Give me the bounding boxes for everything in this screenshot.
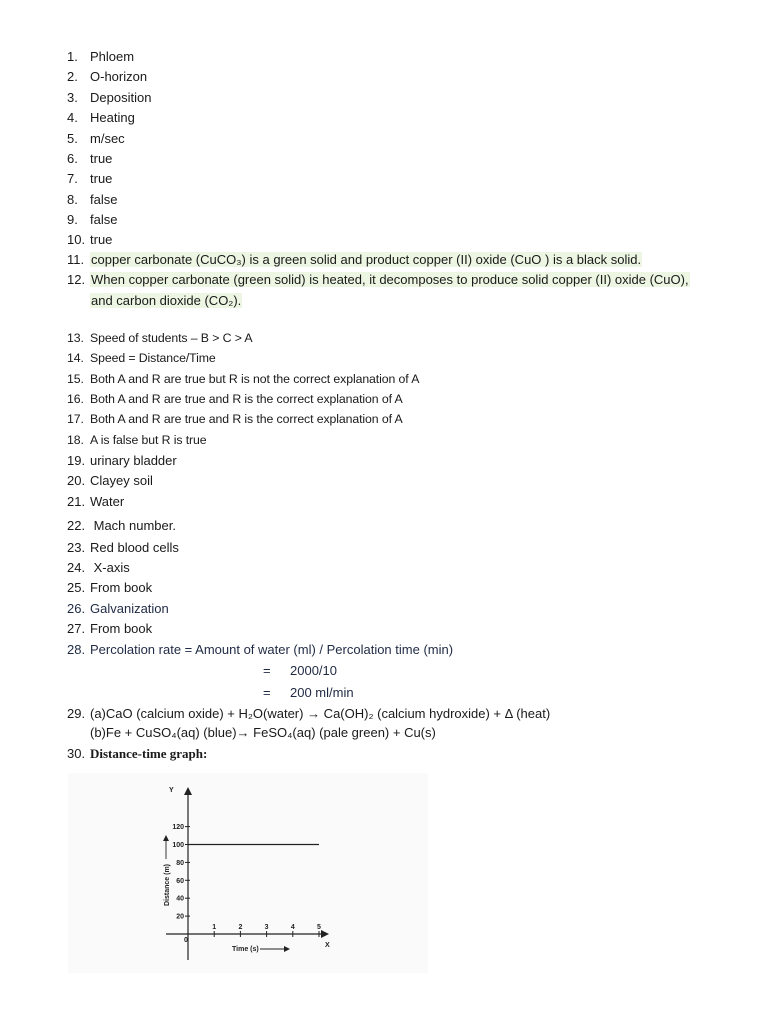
x-tick-label: 1 xyxy=(212,924,217,931)
answer-30: 30. Distance-time graph: xyxy=(67,746,208,761)
answer-24: 24. X-axis xyxy=(67,560,130,575)
answer-17: 17. Both A and R are true and R is the correct explanation of A xyxy=(67,412,403,426)
x-tick-label: 5 xyxy=(317,924,321,931)
y-tick-label: 120 xyxy=(172,824,184,832)
x-tick-label: 0 xyxy=(184,937,188,944)
y-axis-label: Distance (m) xyxy=(164,863,171,906)
answer-18: 18. A is false but R is true xyxy=(67,433,207,447)
answer-7: 7. true xyxy=(67,171,113,186)
answer-4: 4. Heating xyxy=(67,110,135,125)
answer-28: 28. Percolation rate = Amount of water (ml) / Percolation time (min) xyxy=(67,642,454,657)
equals-sign: = xyxy=(263,685,271,700)
answer-1: 1. Phloem xyxy=(67,49,135,64)
answer-27: 27. From book xyxy=(67,621,153,636)
answer-15: 15. Both A and R are true but R is not the correct explanation of A xyxy=(67,372,420,386)
graph-svg xyxy=(68,773,428,973)
x-label-arrow-head xyxy=(284,946,290,952)
answer-9: 9. false xyxy=(67,212,118,227)
answer-29: 29. (a)CaO (calcium oxide) + H₂O(water) → Ca(OH)₂ (calcium hydroxide) + Δ (heat) xyxy=(67,706,551,721)
answer-12-continued: and carbon dioxide (CO₂). xyxy=(91,293,242,308)
distance-time-graph xyxy=(68,773,428,973)
y-axis-letter: Y xyxy=(169,787,174,794)
answer-20: 20. Clayey soil xyxy=(67,473,153,488)
answer-26: 26. Galvanization xyxy=(67,601,169,616)
x-tick-label: 2 xyxy=(238,924,243,931)
y-tick-label: 100 xyxy=(172,842,184,849)
answer-10: 10. true xyxy=(67,232,113,247)
answer-13: 13. Speed of students – B > C > A xyxy=(67,331,253,345)
answer-28-step: 2000/10 xyxy=(290,663,337,678)
x-axis-label: Time (s) xyxy=(232,946,259,953)
answer-29-part-b: (b)Fe + CuSO₄(aq) (blue)→ FeSO₄(aq) (pale green) + Cu(s) xyxy=(90,725,436,740)
answer-2: 2. O-horizon xyxy=(67,69,148,84)
answer-19: 19. urinary bladder xyxy=(67,453,177,468)
x-tick-label: 3 xyxy=(264,924,269,931)
answer-28-result: 200 ml/min xyxy=(290,685,354,700)
y-tick-label: 40 xyxy=(176,895,184,903)
answer-6: 6. true xyxy=(67,151,113,166)
answer-11: 11. copper carbonate (CuCO₃) is a green solid and product copper (II) oxide (CuO ) is a black solid. xyxy=(67,252,642,267)
answer-8: 8. false xyxy=(67,192,118,207)
y-axis-label-group xyxy=(164,864,171,906)
x-tick-label: 4 xyxy=(290,924,295,931)
x-axis-letter: X xyxy=(325,942,330,949)
answer-3: 3. Deposition xyxy=(67,90,152,105)
answer-16: 16. Both A and R are true and R is the correct explanation of A xyxy=(67,392,403,406)
y-axis-arrow xyxy=(184,787,192,795)
y-tick-label: 60 xyxy=(176,877,184,885)
y-label-arrow-head xyxy=(163,835,169,841)
x-axis-arrow xyxy=(321,930,329,938)
answer-14: 14. Speed = Distance/Time xyxy=(67,351,216,365)
answer-5: 5. m/sec xyxy=(67,131,125,146)
answer-25: 25. From book xyxy=(67,580,153,595)
answer-12: 12. When copper carbonate (green solid) is heated, it decomposes to produce solid copper (II) oxide (CuO), xyxy=(67,272,689,287)
ticks-layer xyxy=(172,824,321,944)
answer-22: 22. Mach number. xyxy=(67,518,176,533)
y-tick-label: 80 xyxy=(176,859,184,867)
answer-21: 21. Water xyxy=(67,494,125,509)
answer-23: 23. Red blood cells xyxy=(67,540,179,555)
y-tick-label: 20 xyxy=(176,913,184,921)
equals-sign: = xyxy=(263,663,271,678)
